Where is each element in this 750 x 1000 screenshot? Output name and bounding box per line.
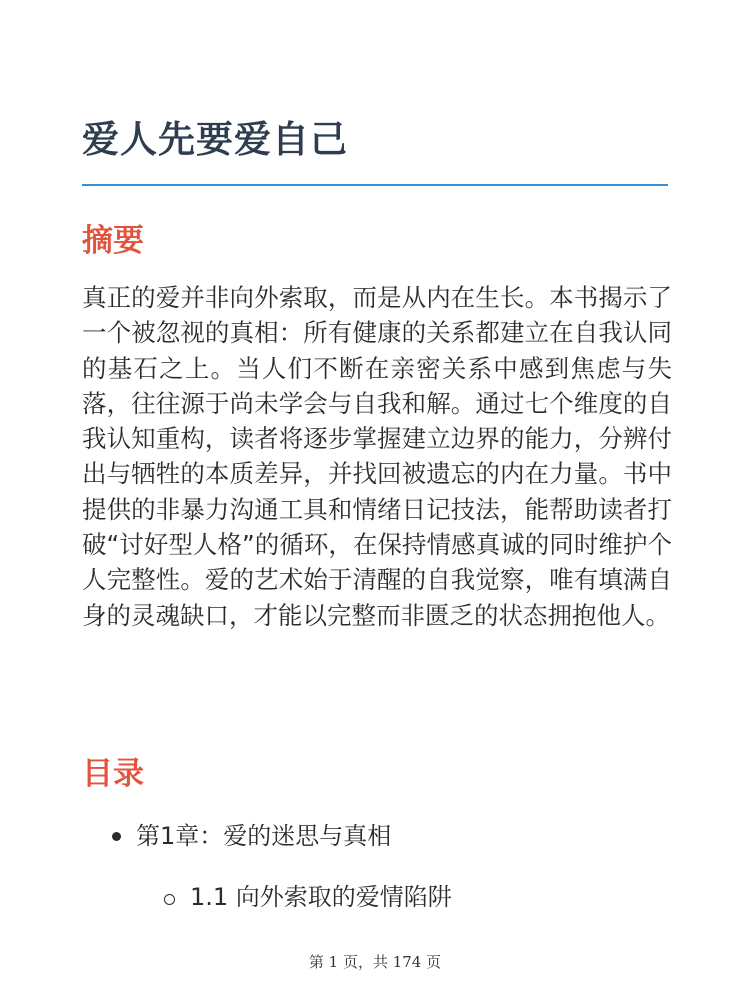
abstract-body: 真正的爱并非向外索取，而是从内在生长。本书揭示了一个被忽视的真相：所有健康的关系都建立在自我认同的基石之上。当人们不断在亲密关系中感到焦虑与失落，往往源于尚未学会与自我和解。通过七个维度的自我认知重构，读者将逐步掌握建立边界的能力，分辨付出与牺牲的本质差异，并找回被遗忘的内在力量。书中提供的非暴力沟通工具和情绪日记技法，能帮助读者打破“讨好型人格”的循环，在保持情感真诚的同时维护个人完整性。爱的艺术始于清醒的自我觉察，唯有填满自身的灵魂缺口，才能以完整而非匮乏的状态拥抱他人。 [82, 283, 672, 630]
title-divider [82, 184, 668, 186]
bullet-circle-icon [164, 894, 175, 905]
toc-section-label: 1.1 向外索取的爱情陷阱 [190, 883, 452, 911]
toc-chapter-item [82, 814, 672, 860]
bullet-disc-icon [112, 832, 121, 841]
document-title: 爱人先要爱自己 [82, 118, 348, 161]
page-number-footer: 第 1 页，共 174 页 [308, 953, 442, 971]
toc-heading: 目录 [82, 756, 144, 792]
toc-chapter-label: 第1章：爱的迷思与真相 [136, 822, 392, 850]
toc-list [82, 814, 672, 924]
abstract-heading: 摘要 [82, 223, 144, 259]
toc-section-item [82, 878, 672, 924]
